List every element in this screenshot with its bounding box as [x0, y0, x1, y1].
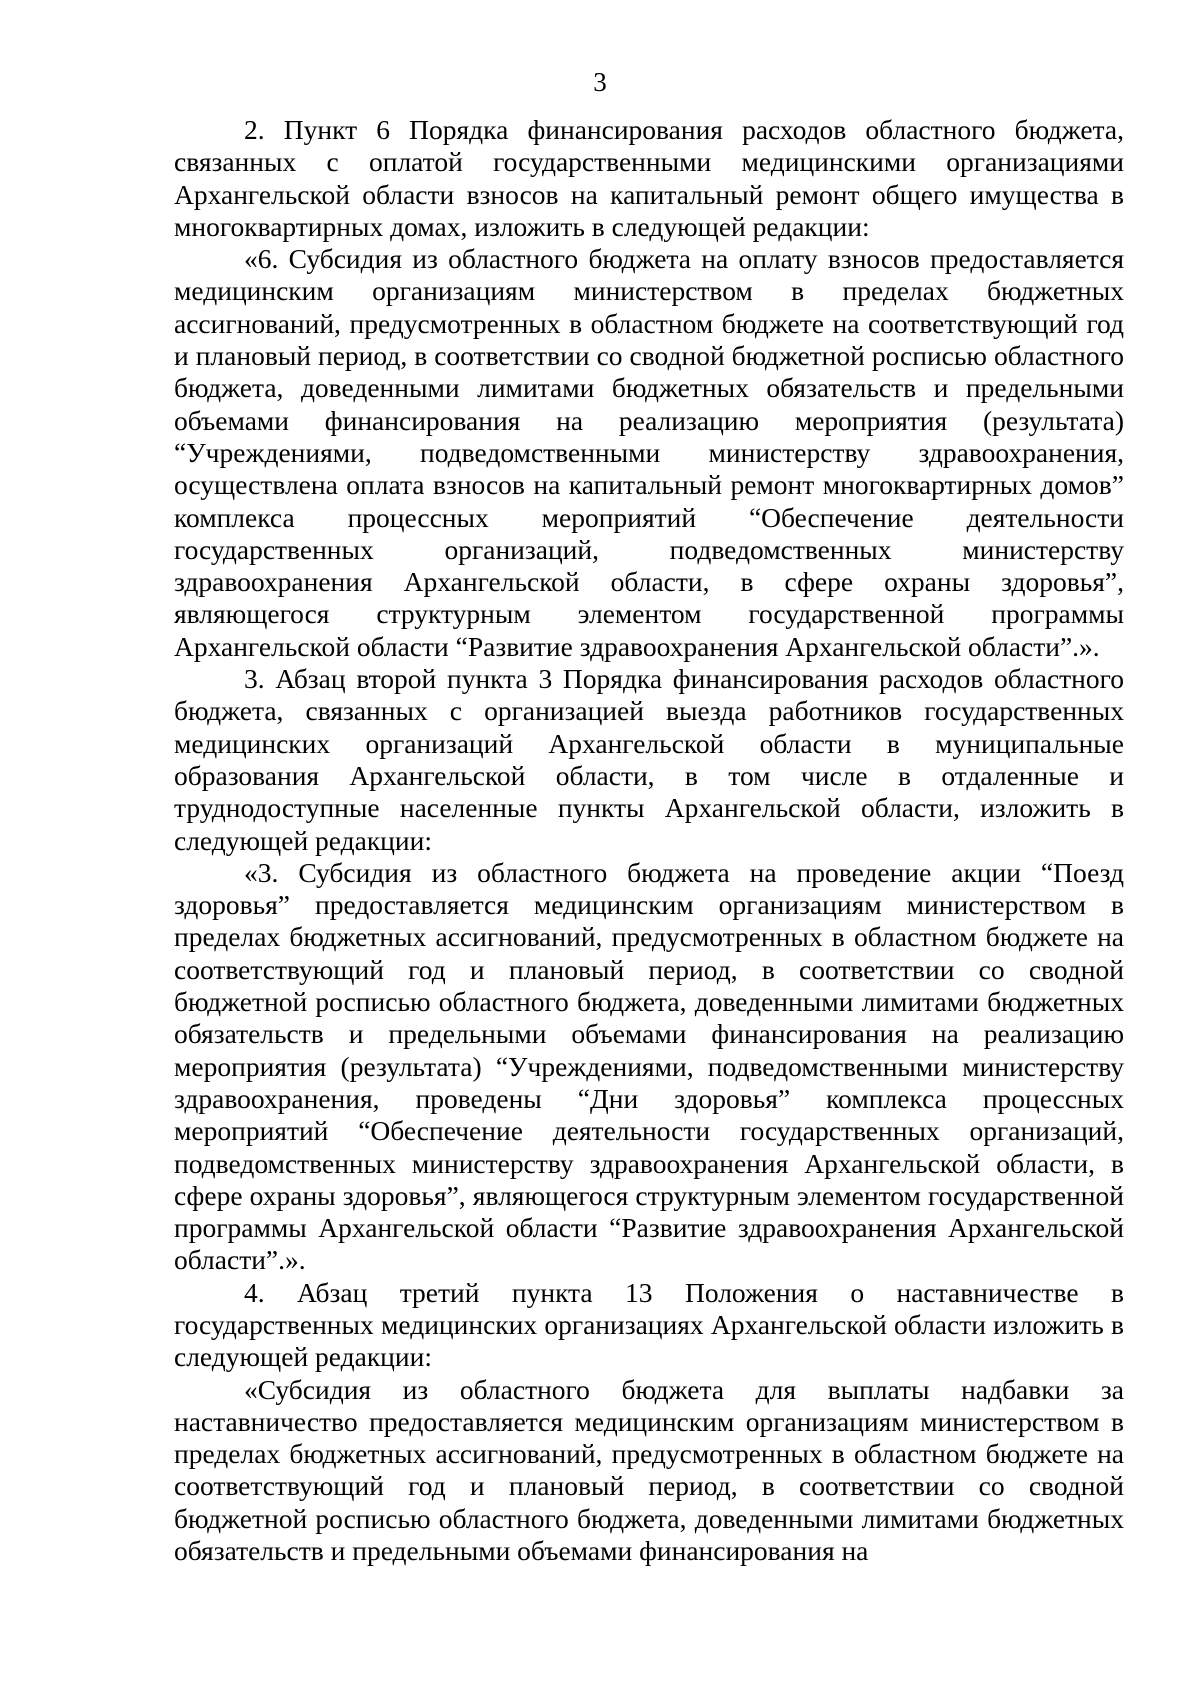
paragraph-quote-point-3: «3. Субсидия из областного бюджета на проведение акции “Поезд здоровья” предоставляется медицинским организациям министерством в пределах бюджетных ассигнований, предусмотренных в областном бюджете на соответствующий год и плановый период, в соответствии со сводной бюджетной росписью областного бюджета, доведенными лимитами бюджетных обязательств и предельными объемами финансирования на реализацию мероприятия (результата) “Учреждениями, подведомственными министерству здравоохранения, проведены “Дни здоровья” комплекса процессных мероприятий “Обеспечение деятельности государственных организаций, подведомственных министерству здравоохранения Архангельской области, в сфере охраны здоровья”, являющегося структурным элементом государственной программы Архангельской области “Развитие здравоохранения Архангельской области”.». [174, 856, 1124, 1276]
paragraph-item-3: 3. Абзац второй пункта 3 Порядка финансирования расходов областного бюджета, связанных с организацией выезда работников государственных медицинских организаций Архангельской области в муниципальные образования Архангельской области, в том числе в отдаленные и труднодоступные населенные пункты Архангельской области, изложить в следующей редакции: [174, 663, 1124, 856]
page-number: 3 [593, 67, 607, 97]
document-body [174, 114, 1124, 1567]
paragraph-quote-mentorship: «Субсидия из областного бюджета для выплаты надбавки за наставничество предоставляется медицинским организациям министерством в пределах бюджетных ассигнований, предусмотренных в областном бюджете на соответствующий год и плановый период, в соответствии со сводной бюджетной росписью областного бюджета, доведенными лимитами бюджетных обязательств и предельными объемами финансирования на [174, 1373, 1124, 1567]
paragraph-item-4: 4. Абзац третий пункта 13 Положения о наставничестве в государственных медицинских организациях Архангельской области изложить в следующей редакции: [174, 1276, 1124, 1373]
paragraph-item-2: 2. Пункт 6 Порядка финансирования расходов областного бюджета, связанных с оплатой государственными медицинскими организациями Архангельской области взносов на капитальный ремонт общего имущества в многоквартирных домах, изложить в следующей редакции: [174, 114, 1124, 242]
paragraph-quote-point-6: «6. Субсидия из областного бюджета на оплату взносов предоставляется медицинским организациям министерством в пределах бюджетных ассигнований, предусмотренных в областном бюджете на соответствующий год и плановый период, в соответствии со сводной бюджетной росписью областного бюджета, доведенными лимитами бюджетных обязательств и предельными объемами финансирования на реализацию мероприятия (результата) “Учреждениями, подведомственными министерству здравоохранения, осуществлена оплата взносов на капитальный ремонт многоквартирных домов” комплекса процессных мероприятий “Обеспечение деятельности государственных организаций, подведомственных министерству здравоохранения Архангельской области, в сфере охраны здоровья”, являющегося структурным элементом государственной программы Архангельской области “Развитие здравоохранения Архангельской области”.». [174, 243, 1124, 662]
